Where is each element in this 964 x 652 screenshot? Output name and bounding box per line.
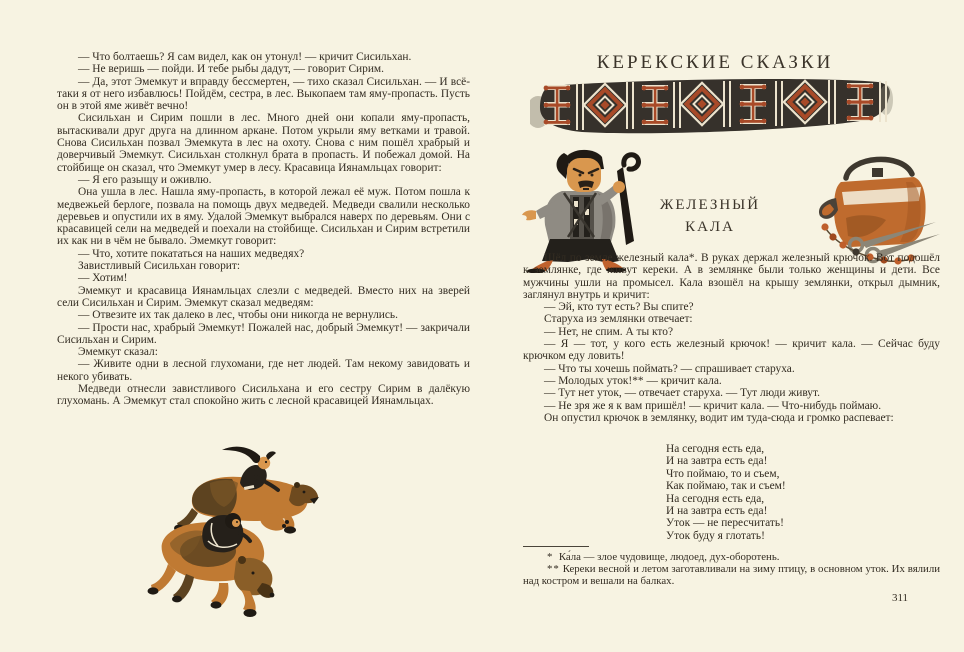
paragraph: Старуха из землянки отвечает:: [544, 313, 693, 326]
paragraph: — Эй, кто тут есть? Вы спите?: [544, 301, 694, 314]
kala-head: [557, 150, 604, 192]
story-title-line2: КАЛА: [685, 219, 735, 235]
paragraph: Он опустил крючок в землянку, водит им туда-сюда и громко распевает:: [544, 411, 894, 424]
footnote: [523, 551, 940, 563]
paragraph: Сисильхан и Сирим пошли в лес. Много дней они копали яму-пропасть, вытаскивали друг друга на длинном аркане. Потом укрыли яму ветками и травой. Снова Сисильхан позвал Эмемкута в лес на охоту. Снова с ним пошёл храбрый и доверчивый Эмемкут. Сисильхан столкнул брата в пропасть. И побежал домой. На стойбище он сказал, что Эмемкут умер в лесу. Красавица Иянамльцах говорит:: [57, 112, 470, 174]
poem-line: Что поймаю, то и съем,: [666, 467, 780, 480]
paragraph: — Прости нас, храбрый Эмемкут! Пожалей нас, добрый Эмемкут! — закричали Сисильхан и Сирим.: [57, 321, 470, 346]
paragraph: — Я — тот, у кого есть железный крючок! — кричит кала. — Сейчас буду крючком еду ловить!: [523, 338, 940, 363]
paragraph: — Хотим!: [78, 272, 128, 285]
story-title-line1: ЖЕЛЕЗНЫЙ: [659, 197, 761, 213]
paragraph: — Не веришь — пойди. И тебе рыбы дадут, — говорит Сирим.: [78, 63, 384, 76]
bears-with-riders-illustration: [140, 443, 450, 628]
paragraph: Эмемкут и красавица Иянамльцах слезли с медведей. Вместо них на зверей сели Сисильхан и Сирим. Эмемкут сказал медведям:: [57, 284, 470, 309]
paragraph: — Молодых уток!** — кричит кала.: [544, 374, 722, 387]
paragraph: Шёл по земле железный кала*. В руках держал железный крючок. Вот подошёл к землянке, где живут кереки. А в землянке были только женщины и дети. Все мужчины ушли на промысел. Кала взошёл на крышу землянки, открыл дымник, заглянул внутрь и кричит:: [523, 252, 940, 301]
footnotes: [523, 551, 940, 588]
paragraph: — Нет, не спим. А ты кто?: [544, 325, 674, 338]
paragraph: Медведи отнесли завистливого Сисильхана и его сестру Сирим в далёкую глухомань. А Эмемкут стал спокойно жить с лесной красавицей Иянамльцах.: [57, 383, 470, 408]
paragraph: — Живите одни в лесной глухомани, где нет людей. Там некому завидовать и некого убивать.: [57, 358, 470, 383]
poem-line: На сегодня есть еда,: [666, 492, 765, 505]
kettle-body: [819, 159, 926, 247]
story-title: [648, 194, 772, 238]
footnote-marker: **: [547, 563, 560, 576]
paragraph: Завистливый Сисильхан говорит:: [78, 260, 241, 273]
poem-line: И на завтра есть еда!: [666, 455, 768, 468]
left-page-text-column: [57, 51, 470, 408]
iron-hook: [617, 155, 638, 245]
footnote-divider: [523, 546, 589, 547]
paragraph: — Тут нет уток, — отвечает старуха. — Тут люди живут.: [544, 387, 820, 400]
poem-line: Как поймаю, так и съем!: [666, 480, 786, 493]
paragraph: — Не зря же я к вам пришёл! — кричит кала. — Что-нибудь поймаю.: [544, 399, 882, 412]
poem-line: Уток буду я глотать!: [666, 529, 765, 542]
paragraph: — Что, хотите покататься на наших медведях?: [78, 247, 305, 260]
footnote: [523, 563, 940, 587]
ornament-band-illustration: [530, 72, 900, 142]
right-page-text-column: [523, 252, 940, 424]
kettle-illustration: [816, 148, 948, 268]
paragraph: — Отвезите их так далеко в лес, чтобы они никогда не вернулись.: [78, 309, 398, 322]
song-verse: [666, 443, 786, 542]
footnote-marker: *: [547, 551, 554, 563]
paragraph: — Что болтаешь? Я сам видел, как он утонул! — кричит Сисильхан.: [78, 51, 412, 63]
section-title: КЕРЕКСКИЕ СКАЗКИ: [596, 52, 834, 73]
page-number: 311: [891, 592, 909, 604]
paragraph: — Я его разыщу и оживлю.: [78, 173, 212, 186]
poem-line: На сегодня есть еда,: [666, 443, 765, 455]
paragraph: — Да, этот Эмемкут и вправду бессмертен, — тихо сказал Сисильхан. — И всё-таки я от него избавлюсь! Пойдём, сестра, в лес. Выкопаем там яму-пропасть. Пусть он в этой яме живёт вечно!: [57, 75, 470, 113]
footnote-text: Кереки весной и летом заготавливали на зиму птицу, в основном уток. Их вялили над костром и вешали на балках.: [523, 563, 940, 588]
paragraph: — Что ты хочешь поймать? — спрашивает старуха.: [544, 362, 795, 375]
paragraph: Эмемкут сказал:: [78, 346, 158, 359]
poem-line: И на завтра есть еда!: [666, 505, 768, 518]
footnote-text: Ка́ла — злое чудовище, людоед, дух-оборотень.: [558, 551, 780, 563]
poem-line: Уток — не пересчитать!: [666, 517, 784, 530]
paragraph: Она ушла в лес. Нашла яму-пропасть, в которой лежал её муж. Потом пошла к медвежьей берлоге, позвала на помощь двух медведей. Медведи свалили несколько деревьев и опустили их в яму. Удалой Эмемкут выбрался наверх по деревьям. Они с красавицей сели на медведей и поехали на стойбище. Сисильхан и Сирим встретили их как ни в чём не бывало. Эмемкут говорит:: [57, 186, 470, 248]
